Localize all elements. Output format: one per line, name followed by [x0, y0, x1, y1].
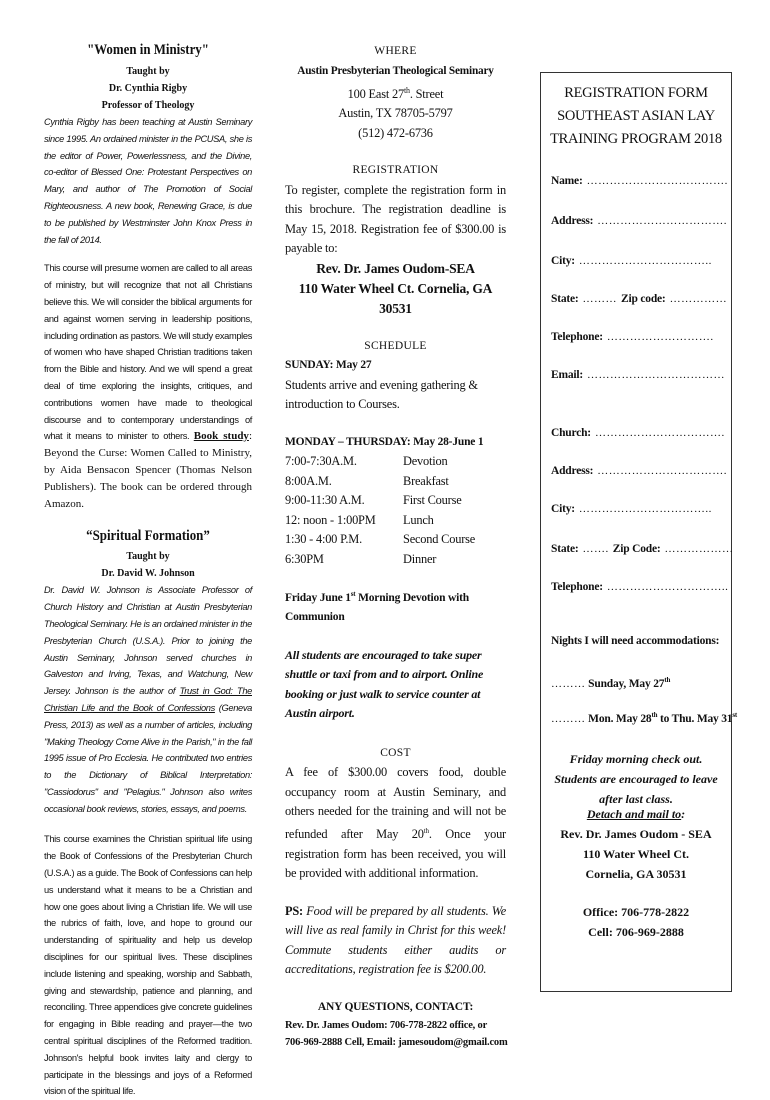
- where-heading: WHERE: [374, 45, 417, 57]
- course2-teacher: Dr. David W. Johnson: [101, 568, 195, 580]
- mail-label-text: Detach and mail to: [586, 807, 682, 821]
- field-blank[interactable]: …………………………..: [606, 581, 729, 593]
- form-field-address[interactable]: [551, 461, 727, 479]
- payee-address: 110 Water Wheel Ct. Cornelia, GA 30531: [298, 280, 493, 316]
- night-mon-text: Mon. May 28: [585, 712, 652, 725]
- course1-taught-by: Taught by: [126, 66, 170, 77]
- schedule-activity: Devotion: [403, 454, 448, 469]
- friday-communion: [285, 585, 506, 628]
- course2-title: “Spiritual Formation”: [86, 528, 210, 545]
- friday-post: Morning Devotion with Communion: [285, 591, 469, 624]
- field-blank[interactable]: ………………………………: [587, 369, 726, 381]
- schedule-activity: Second Course: [403, 532, 476, 547]
- field-blank[interactable]: …………………………….: [597, 465, 728, 477]
- schedule-sunday-text: Students arrive and evening gathering & introduction to Courses.: [285, 377, 478, 412]
- book-study-text: : Beyond the Curse: Women Called to Ministry, by Aida Bensacon Spencer (Thomas Nelson Publishers). The book can be ordered through Amazon.: [44, 430, 252, 510]
- course2-bio-b: (Geneva Press, 2013) as well as a number of articles, including "Making Theology Come Alive in the Parish," in the fall 1995 issue of Pro Ecclesia. He contributed two entries to the Dictionary of Biblical Interpretation: "Cassiodorus" and "Pelagius." Johnson also writes occasional book reviews, stories, essays, and poems.: [44, 702, 252, 814]
- field-label: Telephone:: [551, 331, 603, 343]
- schedule-heading: SCHEDULE: [364, 339, 427, 352]
- course2-taught-by: Taught by: [126, 551, 170, 563]
- checkout-note: Friday morning check out. Students are encouraged to leave after last class.: [554, 752, 718, 806]
- schedule-row: [285, 472, 475, 492]
- course1-teacher: Dr. Cynthia Rigby: [108, 83, 188, 94]
- schedule-activity: Dinner: [403, 551, 437, 566]
- night-mon-sup: th: [651, 711, 658, 719]
- schedule-activity: Breakfast: [403, 473, 449, 488]
- field-label: City:: [551, 503, 575, 515]
- course1-description-text: This course will presume women are called to all areas of ministry, but will recognize that not all Christians believe this. We will consider the biblical arguments for and against women serving in leadership positions, including ordination as pastors. We will study examples of women who have shaped Christian traditions taken from the Bible and history. And we will spend a great deal of time exploring the insights, critiques, and contributions women have made to theological discourse and to contemporary understandings of what it means to minister to others.: [44, 263, 252, 442]
- seminary-phone: (512) 472-6736: [358, 125, 433, 140]
- course1-role: Professor of Theology: [101, 100, 195, 111]
- course2-description: This course examines the Christian spiritual life using the Book of Confessions of the Presbyterian Church (U.S.A.) as a guide. The Book of Confessions can help us understand what it means to be a Christian and how one goes about living a Christian life. We will use the rubrics of faith, love, and hope to ground our understanding of spirituality and help us develop disciplines for our spiritual lives. These disciplines include listening and speaking, worship and Sabbath, giving and stewardship, patience and planning, and reconciling. Three appendices give concrete guidelines for engaging in Bible reading and prayer—the two central spiritual disciplines of the Reformed tradition. Johnson's helpful book invites laity and clergy to participate in the blessings and joys of a Reformed vision of the spiritual life.: [44, 834, 252, 1097]
- night-sunday-sup: th: [664, 676, 671, 684]
- schedule-activity: Lunch: [403, 512, 434, 527]
- mail-city: Cornelia, GA 30531: [585, 867, 687, 881]
- schedule-time: 12: noon - 1:00PM: [285, 512, 376, 527]
- schedule-activity: First Course: [403, 493, 462, 508]
- field-label: Address:: [551, 215, 594, 227]
- field-label: City:: [551, 255, 575, 267]
- field-label: Church:: [551, 427, 591, 439]
- schedule-time: 8:00A.M.: [285, 473, 332, 488]
- contact-heading: ANY QUESTIONS, CONTACT:: [317, 1000, 474, 1013]
- mail-name: Rev. Dr. James Oudom - SEA: [560, 827, 712, 841]
- field-blank[interactable]: …………………………….: [597, 215, 728, 227]
- form-title-line1: REGISTRATION FORM: [564, 85, 708, 101]
- mail-street: 110 Water Wheel Ct.: [583, 847, 689, 861]
- form-field-state[interactable]: [551, 539, 734, 557]
- seminary-city: Austin, TX 78705-5797: [338, 106, 453, 121]
- form-field-church[interactable]: [551, 423, 725, 441]
- registration-text: To register, complete the registration form in this brochure. The registration deadline is May 15, 2018. Registration fee of $300.00 is payable to:: [285, 182, 506, 256]
- course1-title: "Women in Ministry": [87, 42, 209, 58]
- field-blank[interactable]: …………………………….: [594, 427, 725, 439]
- course1-description: [44, 260, 252, 512]
- field-blank[interactable]: ………: [582, 293, 618, 305]
- cell-phone: Cell: 706-969-2888: [588, 925, 684, 939]
- schedule-row: [285, 511, 475, 531]
- night-mon-thu-blank[interactable]: ………: [551, 712, 586, 725]
- course-descriptions-column: [44, 42, 252, 1100]
- field-blank[interactable]: ……………………….: [606, 331, 714, 343]
- contact-line1: Rev. Dr. James Oudom: 706-778-2822 office, or: [285, 1020, 488, 1032]
- cost-text: [285, 763, 506, 883]
- form-title-line3: TRAINING PROGRAM 2018: [550, 131, 722, 147]
- field-blank[interactable]: …….: [582, 543, 609, 555]
- schedule-sunday: SUNDAY: May 27: [285, 359, 372, 372]
- schedule-time: 1:30 - 4:00 P.M.: [285, 532, 363, 547]
- info-column: [285, 42, 506, 1051]
- mail-block: [541, 804, 731, 942]
- schedule-time: 7:00-7:30A.M.: [285, 454, 357, 469]
- ps-note: [285, 902, 506, 980]
- payee-name: Rev. Dr. James Oudom-SEA: [316, 260, 475, 276]
- ps-label: PS:: [285, 903, 303, 918]
- field-label: State:: [551, 293, 579, 305]
- seminary-street: [285, 81, 506, 105]
- night-sunday[interactable]: [551, 676, 670, 690]
- contact-line2: 706-969-2888 Cell, Email: jamesoudom@gmail.com: [285, 1037, 508, 1049]
- night-thu-sup: st: [732, 711, 738, 719]
- field-label: Telephone:: [551, 581, 603, 593]
- course2-bio: [44, 582, 252, 817]
- shuttle-note: All students are encouraged to take super shuttle or taxi from and to airport. Online booking or just walk to service counter at Austin airport.: [285, 647, 484, 721]
- nights-label: Nights I will need accommodations:: [551, 635, 720, 647]
- street-post: . Street: [409, 86, 444, 101]
- course1-bio: Cynthia Rigby has been teaching at Austin Seminary since 1995. An ordained minister in the PCUSA, she is the editor of Power, Powerlessness, and the Divine, co-editor of Blessed One: Protestant Perspectives on Mary, and author of The Promotion of Social Righteousness. A new book, Renewing Grace, is due to be published by Westminster John Knox Press in the fall of 2014.: [44, 117, 252, 245]
- registration-form: [540, 72, 738, 992]
- course2-bio-a: Dr. David W. Johnson is Associate Professor of Church History and Christian at Austin Presbyterian Theological Seminary. He is an ordained minister in the Presbyterian Church (U.S.A.). Prior to joining the Austin Seminary, Johnson served churches in Galveston and Irving, Texas, and Watchung, New Jersey. Johnson is the author of: [44, 585, 252, 697]
- form-field-state[interactable]: [551, 289, 727, 307]
- schedule-row: [285, 452, 475, 472]
- field-blank[interactable]: ……………………………..: [578, 255, 712, 267]
- course2-bio-book: Trust in God: The Christian Life and the Book of Confessions: [44, 686, 252, 713]
- form-field-name[interactable]: [551, 171, 728, 189]
- night-sunday-text: Sunday, May 27: [585, 677, 665, 690]
- schedule-table: [285, 452, 475, 569]
- cost-sup: th: [423, 826, 429, 835]
- field-label: Zip Code:: [612, 543, 661, 555]
- cost-text-b: . Once your registration form has been received, you will be provided with additional information.: [285, 827, 506, 881]
- schedule-row: [285, 550, 475, 570]
- form-field-email[interactable]: [551, 365, 725, 383]
- seminary-name: Austin Presbyterian Theological Seminary: [297, 64, 494, 77]
- form-field-address[interactable]: [551, 211, 727, 229]
- book-study-label: Book study: [193, 430, 249, 443]
- friday-sup: st: [350, 590, 356, 599]
- schedule-row: [285, 491, 475, 511]
- field-blank[interactable]: ………………: [664, 543, 734, 555]
- night-sunday-blank[interactable]: ………: [551, 677, 586, 690]
- field-label: Name:: [551, 175, 583, 187]
- street-text: 100 East 27: [347, 86, 404, 101]
- schedule-time: 6:30PM: [285, 551, 324, 566]
- field-label: State:: [551, 543, 579, 555]
- field-label: Zip code:: [621, 293, 666, 305]
- schedule-row: [285, 530, 475, 550]
- form-field-telephone[interactable]: [551, 327, 714, 345]
- cost-text-a: A fee of $300.00 covers food, double occupancy room at Austin Seminary, and others needed for the training and will not be refunded after May 20: [285, 765, 506, 842]
- schedule-weekdays: MONDAY – THURSDAY: May 28-June 1: [285, 435, 484, 448]
- cost-heading: COST: [380, 746, 411, 759]
- form-field-city[interactable]: [551, 251, 712, 269]
- form-field-telephone[interactable]: [551, 577, 728, 595]
- field-blank[interactable]: ……………: [669, 293, 728, 305]
- field-blank[interactable]: ……………………………..: [578, 503, 712, 515]
- office-phone: Office: 706-778-2822: [582, 905, 690, 919]
- form-title-line2: SOUTHEAST ASIAN LAY: [557, 108, 715, 124]
- field-label: Address:: [551, 465, 594, 477]
- schedule-time: 9:00-11:30 A.M.: [285, 493, 365, 508]
- field-label: Email:: [551, 369, 584, 381]
- field-blank[interactable]: ……………………………….: [586, 175, 728, 187]
- friday-text: Friday June 1: [285, 591, 351, 604]
- form-field-city[interactable]: [551, 499, 712, 517]
- form-title: [541, 82, 731, 151]
- night-mon-thu[interactable]: [551, 711, 737, 725]
- ps-text: Food will be prepared by all students. We will live as real family in Christ for this week! Commute students either audits or accreditations, registration fee is $200.00.: [285, 903, 506, 977]
- night-thu-text: to Thu. May 31: [657, 712, 733, 725]
- street-sup: th: [403, 85, 410, 95]
- mail-label-colon: :: [681, 807, 686, 821]
- mail-label: [541, 804, 731, 824]
- registration-heading: REGISTRATION: [352, 164, 439, 177]
